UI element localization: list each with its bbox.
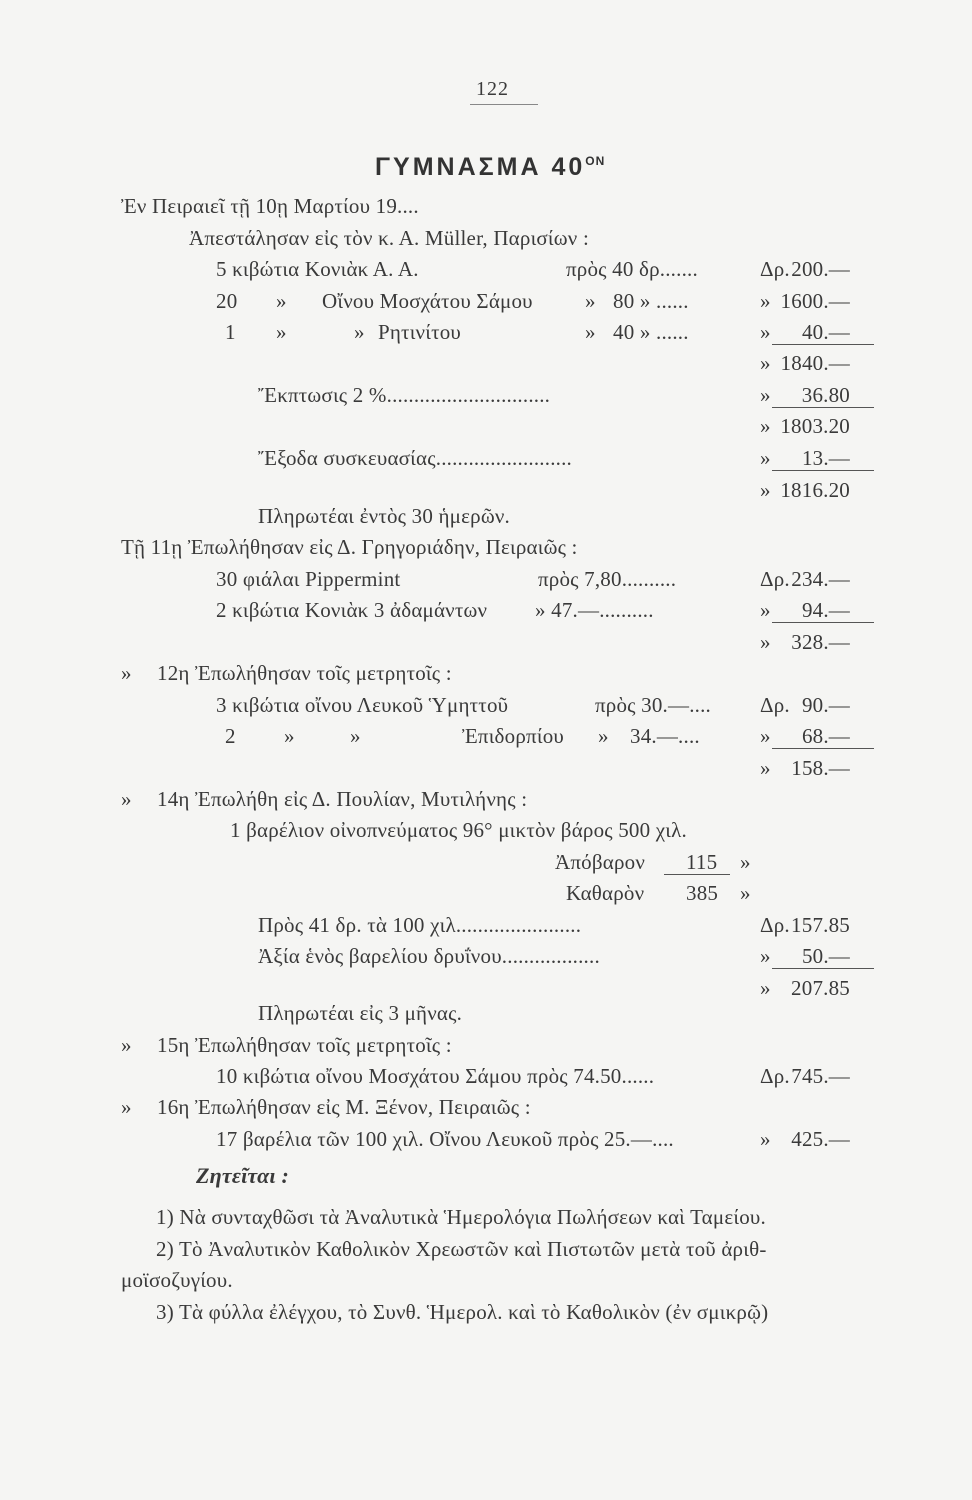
ditto-mark: » — [760, 414, 771, 438]
amount: 234.— — [791, 567, 850, 591]
payment-terms: Πληρωτέαι ἐντὸς 30 ἡμερῶν. — [258, 504, 510, 528]
date-line: Ἐν Πειραιεῖ τῇ 10ῃ Μαρτίου 19.... — [121, 194, 419, 218]
item-text: Οἴνου Μοσχάτου Σάμου — [322, 289, 533, 313]
ditto-mark: » — [585, 320, 596, 344]
ditto-mark: » — [760, 351, 771, 375]
shipment-line: Ἀπεστάλησαν εἰς τὸν κ. Α. Müller, Παρισίων : — [189, 226, 589, 250]
amount: 1600.— — [780, 289, 850, 313]
entry-heading: 14η Ἐπωλήθη εἰς Δ. Πουλίαν, Μυτιλήνης : — [157, 787, 528, 811]
ditto-mark: » — [760, 289, 771, 313]
amount: 68.— — [801, 724, 850, 748]
subtotal: 1803.20 — [780, 414, 850, 438]
ditto-mark: » — [350, 724, 361, 748]
ditto-mark: » — [760, 976, 771, 1000]
item-text: 30 φιάλαι Pippermint — [216, 567, 401, 591]
item-text: Πρὸς 41 δρ. τὰ 100 χιλ....................... — [258, 913, 582, 937]
ditto-mark: » — [760, 446, 771, 470]
total: 158.— — [791, 756, 850, 780]
tare-label: Ἀπόβαρον — [555, 850, 646, 874]
amount: 200.— — [791, 257, 850, 281]
item-text: 5 κιβώτια Κονιὰκ Α. Α. — [216, 257, 419, 281]
tare-value: 115 — [686, 850, 718, 874]
amount: 40.— — [801, 320, 850, 344]
currency-label: Δρ. — [760, 693, 790, 717]
ditto-mark: » — [760, 478, 771, 502]
item-text: 2 κιβώτια Κονιὰκ 3 ἀδαμάντων — [216, 598, 488, 622]
section-heading: Ζητεῖται : — [196, 1163, 289, 1188]
ditto-mark: » — [760, 320, 771, 344]
amount: 90.— — [801, 693, 850, 717]
ditto-mark: » — [585, 289, 596, 313]
item-rate: πρὸς 40 δρ....... — [566, 257, 698, 281]
currency-label: Δρ. — [760, 257, 790, 281]
ditto-mark: » — [121, 661, 132, 685]
entry-heading: 15η Ἐπωλήθησαν τοῖς μετρητοῖς : — [157, 1033, 452, 1057]
entry-heading: 16η Ἐπωλήθησαν εἰς Μ. Ξένον, Πειραιῶς : — [157, 1095, 531, 1119]
item-text: 10 κιβώτια οἴνου Μοσχάτου Σάμου πρὸς 74.50...... — [216, 1064, 655, 1088]
task-item: 1) Νὰ συνταχθῶσι τὰ Ἀναλυτικὰ Ἡμερολόγια Πωλήσεων καὶ Ταμείου. — [156, 1205, 766, 1229]
payment-terms: Πληρωτέαι εἰς 3 μῆνας. — [258, 1001, 463, 1025]
ditto-mark: » — [354, 320, 365, 344]
item-rate: 34.—.... — [630, 724, 700, 748]
ditto-mark: » — [276, 289, 287, 313]
item-text: 3 κιβώτια οἴνου Λευκοῦ Ὑμηττοῦ — [216, 693, 509, 717]
entry-heading: 12η Ἐπωλήθησαν τοῖς μετρητοῖς : — [157, 661, 452, 685]
ditto-mark: » — [740, 881, 751, 905]
sum-rule — [664, 874, 730, 875]
item-rate: πρὸς 7,80.......... — [538, 567, 677, 591]
currency-label: Δρ. — [760, 567, 790, 591]
amount: 50.— — [801, 944, 850, 968]
ditto-mark: » — [740, 850, 751, 874]
currency-label: Δρ. — [760, 913, 790, 937]
item-text: Ἀξία ἑνὸς βαρελίου δρυΐνου.................. — [258, 944, 600, 968]
amount: 157.85 — [791, 913, 850, 937]
page-title: ΓΥΜΝΑΣΜΑ $40^{ON}$ — [375, 153, 606, 181]
ditto-mark: » — [121, 787, 132, 811]
sum-rule — [772, 622, 874, 623]
ditto-mark: » — [121, 1033, 132, 1057]
item-text: Ἐπιδορπίου — [462, 724, 564, 748]
subtotal: 1840.— — [780, 351, 850, 375]
entry-heading: Τῇ 11ῃ Ἐπωλήθησαν εἰς Δ. Γρηγοριάδην, Πειραιῶς : — [121, 535, 578, 559]
sum-rule — [772, 968, 874, 969]
discount-line: Ἔκπτωσις 2 %.............................. — [258, 383, 551, 407]
sum-rule — [772, 470, 874, 471]
sum-rule — [772, 344, 874, 345]
ditto-mark: » — [760, 756, 771, 780]
amount: 745.— — [791, 1064, 850, 1088]
net-label: Καθαρὸν — [566, 881, 645, 905]
packing-line: Ἔξοδα συσκευασίας......................... — [258, 446, 572, 470]
ditto-mark: » — [760, 944, 771, 968]
page-number-rule — [470, 104, 538, 105]
item-text: 1 βαρέλιον οἰνοπνεύματος 96° μικτὸν βάρος 500 χιλ. — [230, 818, 687, 842]
sum-rule — [772, 748, 874, 749]
item-qty: 2 — [225, 724, 236, 748]
total: 1816.20 — [780, 478, 850, 502]
item-rate: 40 » ...... — [613, 320, 689, 344]
item-rate: πρὸς 30.—.... — [595, 693, 711, 717]
ditto-mark: » — [121, 1095, 132, 1119]
ditto-mark: » — [276, 320, 287, 344]
sum-rule — [772, 407, 874, 408]
item-qty: 1 — [225, 320, 236, 344]
task-item: 2) Τὸ Ἀναλυτικὸν Καθολικὸν Χρεωστῶν καὶ Πιστωτῶν μετὰ τοῦ ἀριθ- — [156, 1237, 767, 1261]
item-rate: 80 » ...... — [613, 289, 689, 313]
amount: 36.80 — [801, 383, 850, 407]
amount: 13.— — [801, 446, 850, 470]
task-item: 3) Τὰ φύλλα ἐλέγχου, τὸ Συνθ. Ἡμερολ. καὶ τὸ Καθολικὸν (ἐν σμικρῷ) — [156, 1300, 769, 1324]
task-item-continued: μοϊσοζυγίου. — [121, 1268, 233, 1292]
currency-label: Δρ. — [760, 1064, 790, 1088]
item-rate: » 47.—.......... — [535, 598, 654, 622]
ditto-mark: » — [760, 630, 771, 654]
ditto-mark: » — [284, 724, 295, 748]
item-text: 17 βαρέλια τῶν 100 χιλ. Οἴνου Λευκοῦ πρὸς 25.—.... — [216, 1127, 674, 1151]
ditto-mark: » — [760, 724, 771, 748]
amount: 425.— — [791, 1127, 850, 1151]
item-text: Ρητινίτου — [378, 320, 462, 344]
page-number: 122 — [476, 78, 509, 100]
ditto-mark: » — [760, 383, 771, 407]
total: 328.— — [791, 630, 850, 654]
net-value: 385 — [686, 881, 719, 905]
amount: 94.— — [801, 598, 850, 622]
item-qty: 20 — [216, 289, 238, 313]
total: 207.85 — [791, 976, 850, 1000]
ditto-mark: » — [760, 1127, 771, 1151]
ditto-mark: » — [760, 598, 771, 622]
ditto-mark: » — [598, 724, 609, 748]
